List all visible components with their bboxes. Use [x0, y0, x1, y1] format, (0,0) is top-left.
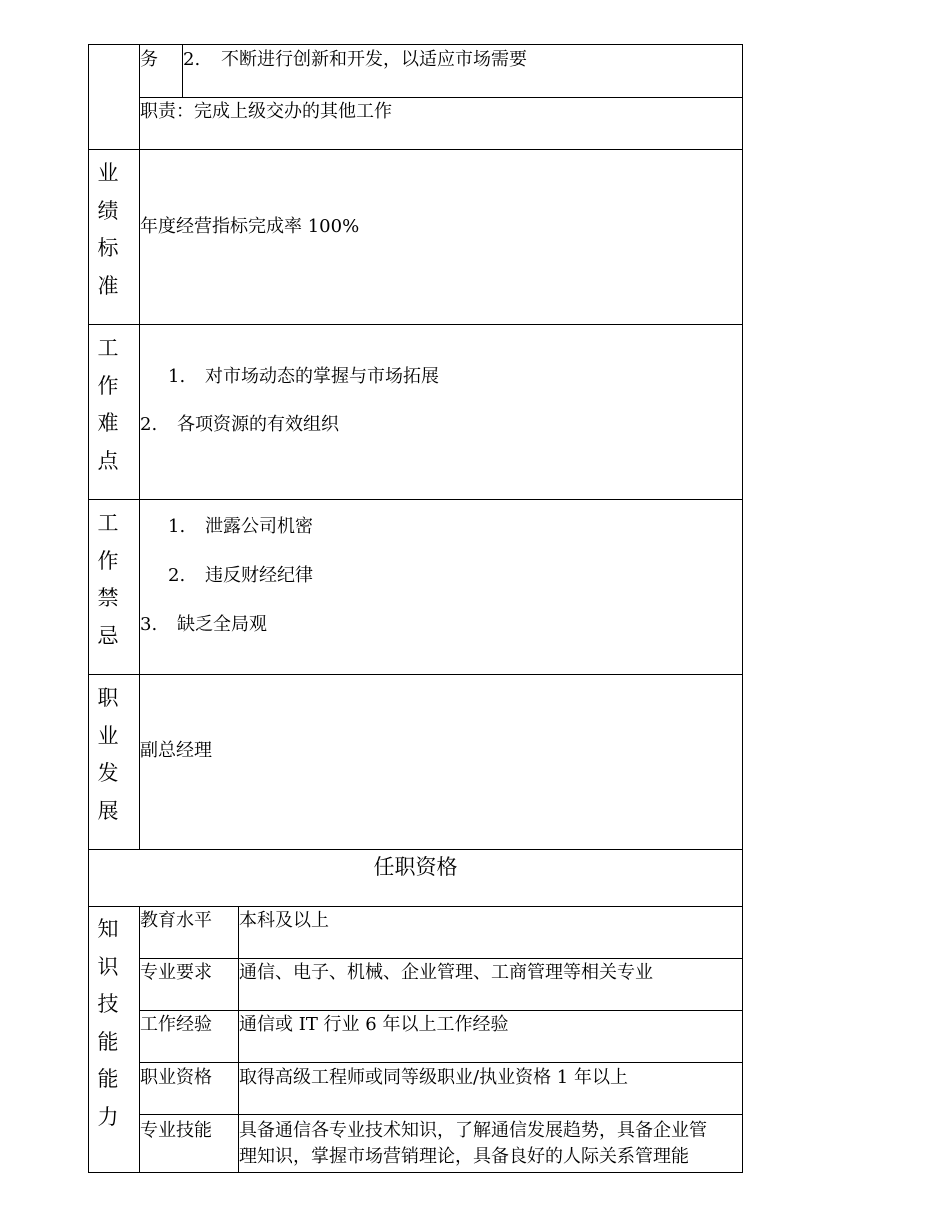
prohibition-item-text: 缺乏全局观	[177, 614, 267, 635]
qualification-value-line: 理知识，掌握市场营销理论，具备良好的人际关系管理能	[239, 1146, 689, 1167]
label-char: 难	[97, 411, 119, 435]
label-char: 禁	[97, 586, 119, 610]
row-line	[88, 906, 743, 907]
row-line	[88, 149, 743, 150]
qualification-key: 专业要求	[140, 962, 212, 983]
qualification-key: 专业技能	[140, 1120, 212, 1141]
task-item-text: 不断进行创新和开发，以适应市场需要	[221, 49, 527, 70]
label-char: 业	[97, 161, 119, 185]
prohibition-item-text: 违反财经纪律	[205, 565, 313, 586]
prohibitions-label	[93, 505, 123, 655]
qualification-value-line: 具备通信各专业技术知识，了解通信发展趋势，具备企业管	[239, 1120, 707, 1141]
row-line	[139, 1010, 743, 1011]
career-label	[93, 680, 123, 830]
prohibition-item-number: 3.	[140, 614, 158, 635]
label-char: 能	[97, 1067, 119, 1091]
difficulty-item-text: 对市场动态的掌握与市场拓展	[205, 366, 439, 387]
duty-text: 职责：完成上级交办的其他工作	[140, 101, 392, 122]
performance-text: 年度经营指标完成率 100%	[140, 216, 360, 237]
label-char: 点	[97, 448, 119, 473]
label-char: 力	[97, 1104, 119, 1129]
label-char: 标	[97, 236, 119, 260]
qualification-value: 取得高级工程师或同等级职业/执业资格 1 年以上	[239, 1067, 628, 1088]
prohibition-item-number: 2.	[168, 565, 186, 586]
row-line	[139, 97, 743, 98]
label-char: 工	[97, 336, 119, 360]
label-char: 作	[97, 373, 119, 398]
label-char: 发	[97, 761, 119, 785]
row-line	[88, 849, 743, 850]
difficulty-item-number: 2.	[140, 414, 158, 435]
label-char: 业	[97, 723, 119, 748]
label-char: 作	[97, 548, 119, 573]
prohibition-item-text: 泄露公司机密	[205, 516, 313, 537]
table-border-right	[742, 44, 743, 1173]
table-border-bottom	[88, 1172, 743, 1173]
label-char: 职	[97, 686, 119, 710]
label-char: 技	[97, 992, 119, 1016]
label-column-divider	[139, 44, 140, 849]
label-char: 绩	[97, 198, 119, 223]
row-line	[139, 958, 743, 959]
row-line	[88, 499, 743, 500]
qualifications-label	[93, 911, 123, 1136]
label-char: 知	[97, 917, 119, 941]
career-text: 副总经理	[140, 740, 212, 761]
label-char: 展	[97, 798, 119, 823]
task-item-number: 2.	[183, 49, 201, 70]
qualification-value: 通信或 IT 行业 6 年以上工作经验	[239, 1014, 509, 1035]
row-line	[139, 1114, 743, 1115]
row-line	[88, 324, 743, 325]
qualification-value: 本科及以上	[239, 910, 329, 931]
row-line	[139, 1062, 743, 1063]
label-char: 准	[97, 273, 119, 298]
qualification-value: 通信、电子、机械、企业管理、工商管理等相关专业	[239, 962, 653, 983]
difficulty-item-number: 1.	[168, 366, 186, 387]
performance-label	[93, 155, 123, 305]
label-char: 识	[97, 954, 119, 979]
qualification-key: 职业资格	[140, 1067, 212, 1088]
difficulties-label	[93, 330, 123, 480]
qualification-key: 教育水平	[140, 910, 212, 931]
label-char: 工	[97, 511, 119, 535]
table-border-top	[88, 44, 743, 45]
difficulty-item-text: 各项资源的有效组织	[177, 414, 339, 435]
task-label-char: 务	[140, 49, 158, 70]
row-line	[88, 674, 743, 675]
prohibition-item-number: 1.	[168, 516, 186, 537]
qualification-key: 工作经验	[140, 1014, 212, 1035]
label-char: 忌	[97, 623, 119, 648]
table-border-left	[88, 44, 89, 1173]
qualifications-title: 任职资格	[373, 855, 458, 879]
label-char: 能	[97, 1029, 119, 1054]
